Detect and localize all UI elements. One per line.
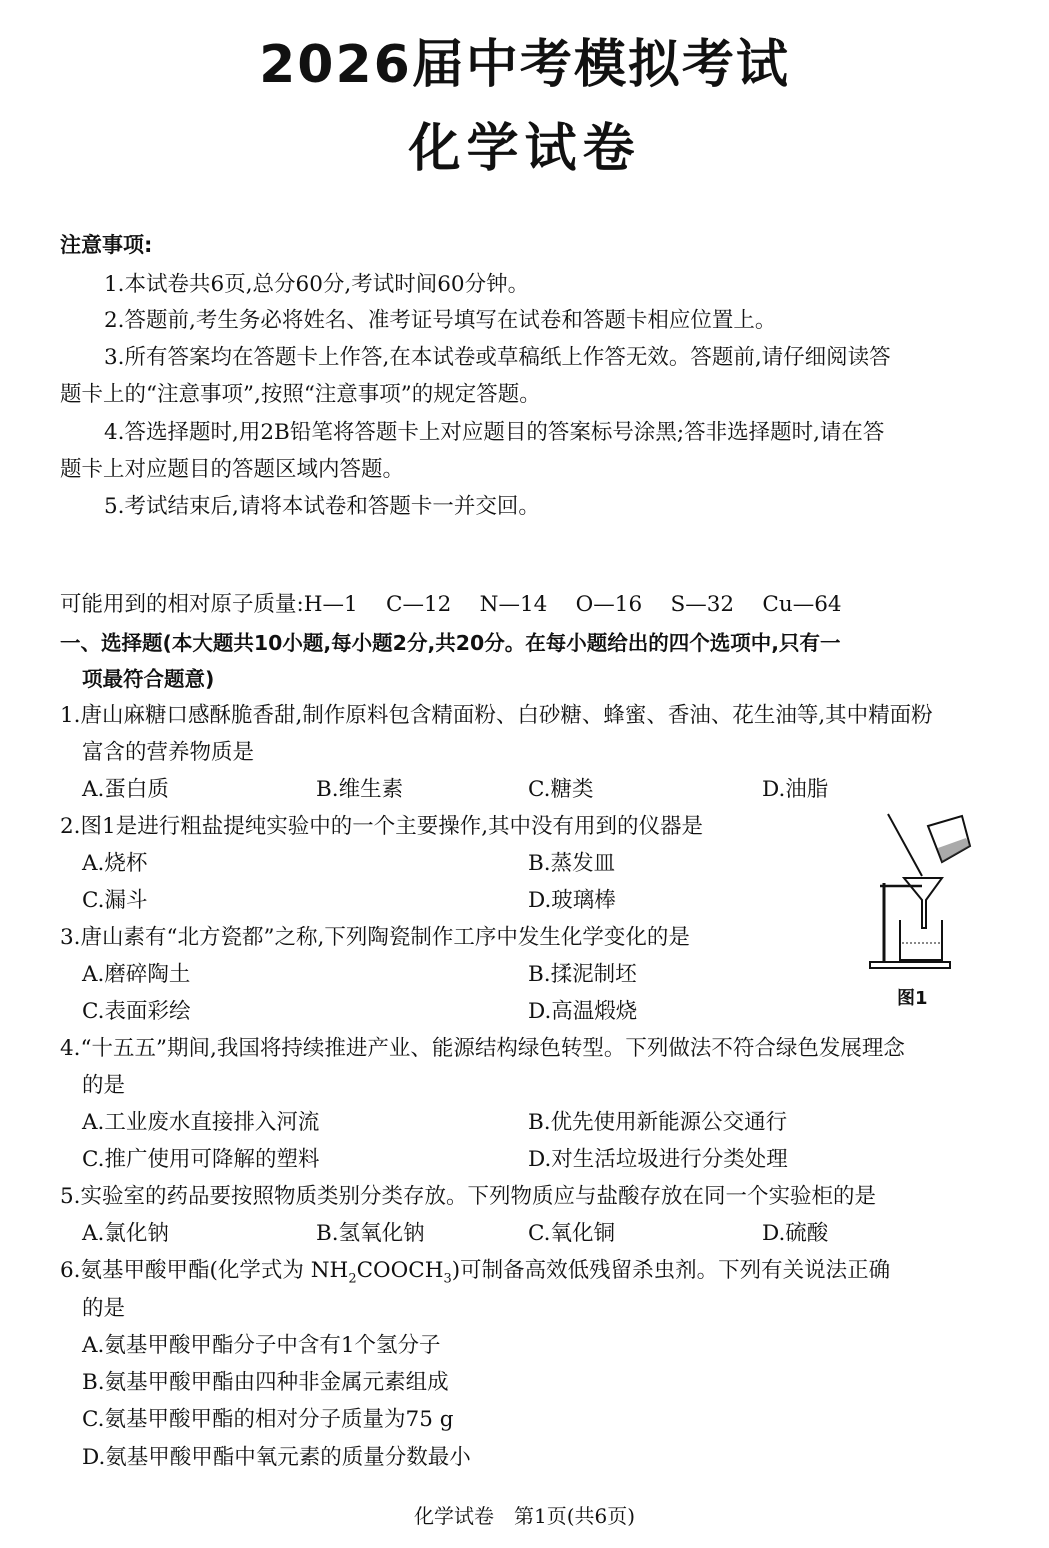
q2-option-c: C.漏斗 bbox=[82, 888, 148, 913]
q1-option-a: A.蛋白质 bbox=[82, 777, 169, 802]
question-4-stem-cont: 的是 bbox=[82, 1073, 126, 1098]
q4-option-d: D.对生活垃圾进行分类处理 bbox=[528, 1147, 788, 1172]
q3-option-b: B.揉泥制坯 bbox=[528, 962, 637, 987]
q4-option-c: C.推广使用可降解的塑料 bbox=[82, 1147, 320, 1172]
q3-option-d: D.高温煅烧 bbox=[528, 999, 638, 1024]
question-6-stem bbox=[60, 1256, 890, 1294]
q6-option-d: D.氨基甲酸甲酯中氧元素的质量分数最小 bbox=[82, 1445, 471, 1470]
question-6-stem-cont: 的是 bbox=[82, 1296, 126, 1321]
exam-title: 2026届中考模拟考试 bbox=[259, 35, 790, 95]
section-heading: 一、选择题(本大题共10小题,每小题2分,共20分。在每小题给出的四个选项中,只有一 bbox=[60, 631, 841, 655]
question-1-stem-cont: 富含的营养物质是 bbox=[82, 740, 255, 765]
q5-option-b: B.氢氧化钠 bbox=[316, 1221, 425, 1246]
q3-option-c: C.表面彩绘 bbox=[82, 999, 191, 1024]
q6-stem-part: )可制备高效低残留杀虫剂。下列有关说法正确 bbox=[451, 1258, 891, 1283]
question-1-stem: 1.唐山麻糖口感酥脆香甜,制作原料包含精面粉、白砂糖、蜂蜜、香油、花生油等,其中精面粉 bbox=[60, 703, 933, 728]
q6-stem-part: 6.氨基甲酸甲酯(化学式为 NH bbox=[60, 1258, 349, 1283]
page-footer: 化学试卷 第1页(共6页) bbox=[413, 1504, 636, 1528]
filtration-apparatus-icon bbox=[862, 808, 972, 978]
notice-item: 3.所有答案均在答题卡上作答,在本试卷或草稿纸上作答无效。答题前,请仔细阅读答 bbox=[104, 345, 891, 370]
notice-item: 题卡上的“注意事项”,按照“注意事项”的规定答题。 bbox=[60, 382, 541, 407]
question-4-stem: 4.“十五五”期间,我国将持续推进产业、能源结构绿色转型。下列做法不符合绿色发展理念 bbox=[60, 1036, 905, 1061]
section-heading-cont: 项最符合题意) bbox=[82, 667, 215, 691]
atomic-mass-line: 可能用到的相对原子质量:H—1 C—12 N—14 O—16 S—32 Cu—64 bbox=[60, 592, 842, 617]
q5-option-d: D.硫酸 bbox=[762, 1221, 829, 1246]
q3-option-a: A.磨碎陶土 bbox=[82, 962, 191, 987]
q6-option-b: B.氨基甲酸甲酯由四种非金属元素组成 bbox=[82, 1370, 449, 1395]
notice-item: 4.答选择题时,用2B铅笔将答题卡上对应题目的答案标号涂黑;答非选择题时,请在答 bbox=[104, 420, 885, 445]
q4-option-a: A.工业废水直接排入河流 bbox=[82, 1110, 320, 1135]
q6-subscript: 2 bbox=[348, 1271, 357, 1287]
q6-option-c: C.氨基甲酸甲酯的相对分子质量为75 g bbox=[82, 1407, 454, 1432]
q1-option-c: C.糖类 bbox=[528, 777, 594, 802]
q4-option-b: B.优先使用新能源公交通行 bbox=[528, 1110, 788, 1135]
question-5-stem: 5.实验室的药品要按照物质类别分类存放。下列物质应与盐酸存放在同一个实验柜的是 bbox=[60, 1184, 877, 1209]
notice-item: 1.本试卷共6页,总分60分,考试时间60分钟。 bbox=[104, 272, 530, 297]
q6-subscript: 3 bbox=[443, 1271, 452, 1287]
q6-option-a: A.氨基甲酸甲酯分子中含有1个氢分子 bbox=[82, 1333, 441, 1358]
question-2-stem: 2.图1是进行粗盐提纯实验中的一个主要操作,其中没有用到的仪器是 bbox=[60, 814, 704, 839]
q5-option-a: A.氯化钠 bbox=[82, 1221, 169, 1246]
q1-option-d: D.油脂 bbox=[762, 777, 829, 802]
notice-item: 5.考试结束后,请将本试卷和答题卡一并交回。 bbox=[104, 494, 540, 519]
notice-item: 2.答题前,考生务必将姓名、准考证号填写在试卷和答题卡相应位置上。 bbox=[104, 308, 777, 333]
q1-option-b: B.维生素 bbox=[316, 777, 404, 802]
q2-option-a: A.烧杯 bbox=[82, 851, 148, 876]
notice-item: 题卡上对应题目的答题区域内答题。 bbox=[60, 457, 405, 482]
exam-subtitle: 化学试卷 bbox=[408, 119, 641, 179]
q2-option-d: D.玻璃棒 bbox=[528, 888, 616, 913]
figure-1-label: 图1 bbox=[897, 988, 928, 1009]
notice-heading: 注意事项: bbox=[60, 233, 153, 257]
q5-option-c: C.氧化铜 bbox=[528, 1221, 616, 1246]
q6-stem-part: COOCH bbox=[356, 1258, 444, 1283]
question-3-stem: 3.唐山素有“北方瓷都”之称,下列陶瓷制作工序中发生化学变化的是 bbox=[60, 925, 690, 950]
q2-option-b: B.蒸发皿 bbox=[528, 851, 616, 876]
